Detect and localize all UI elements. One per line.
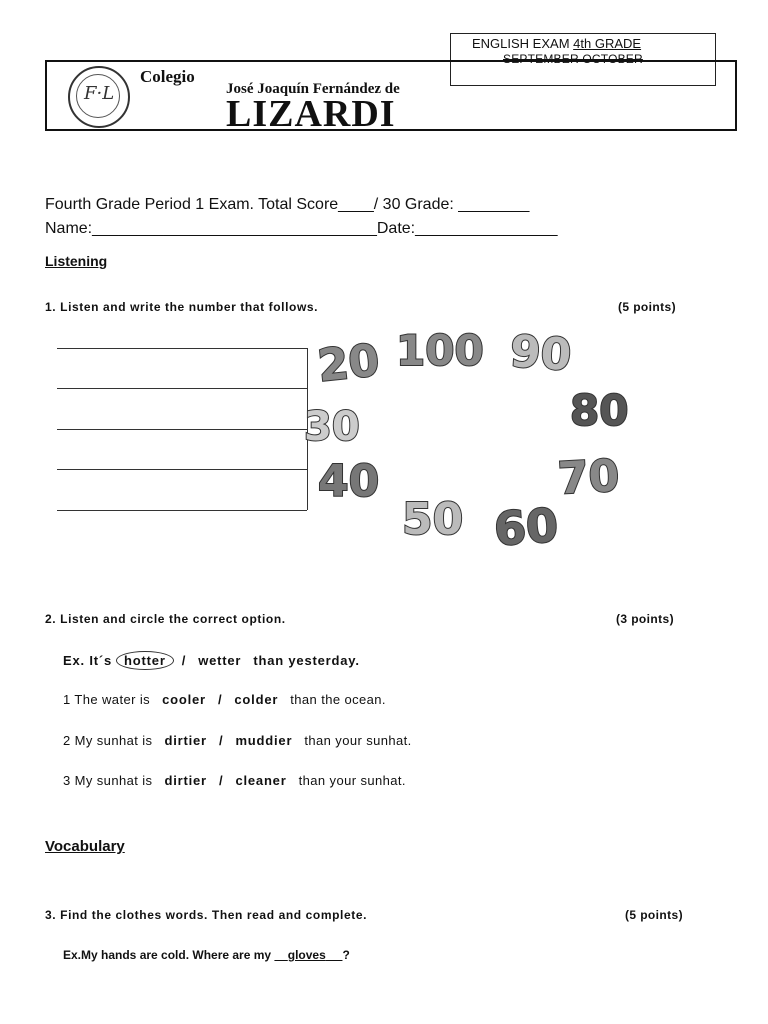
school-name-line3: LIZARDI (226, 93, 396, 135)
answer-line[interactable] (57, 348, 307, 349)
answer-line[interactable] (57, 429, 307, 430)
question-1-points: (5 points) (618, 300, 676, 314)
circled-answer: hotter (116, 651, 174, 670)
number-50: 50 (402, 494, 464, 545)
number-100: 100 (396, 326, 484, 375)
answer-line[interactable] (57, 469, 307, 470)
exam-grade: 4th GRADE (573, 36, 642, 51)
number-30: 30 (304, 404, 360, 450)
exam-period: SEPTEMBER OCTOBER (503, 52, 643, 66)
option[interactable]: muddier (235, 733, 293, 748)
exam-title-text: ENGLISH EXAM (472, 36, 570, 51)
number-60: 60 (492, 497, 560, 557)
question-3-text: 3. Find the clothes words. Then read and complete. (45, 908, 368, 922)
school-seal-monogram: F·L (84, 83, 115, 104)
option[interactable]: cleaner (235, 773, 287, 788)
question-2-item: 3 My sunhat is dirtier / cleaner than your sunhat. (63, 773, 406, 788)
answer-line[interactable] (57, 388, 307, 389)
option[interactable]: cooler (162, 692, 206, 707)
question-3-points: (5 points) (625, 908, 683, 922)
question-1-text: 1. Listen and write the number that follows. (45, 300, 319, 314)
question-2-text: 2. Listen and circle the correct option. (45, 612, 286, 626)
exam-score-line: Fourth Grade Period 1 Exam. Total Score____/ 30 Grade: ________ (45, 196, 530, 213)
number-90: 90 (508, 325, 573, 382)
question-2-item: 2 My sunhat is dirtier / muddier than your sunhat. (63, 733, 412, 748)
number-80: 80 (570, 386, 629, 435)
question-2-points: (3 points) (616, 612, 674, 626)
section-heading-vocabulary: Vocabulary (45, 838, 125, 855)
vocabulary-example: Ex.My hands are cold. Where are my gloves ? (63, 948, 350, 962)
option[interactable]: dirtier (164, 733, 207, 748)
example-sentence: Ex. It´s hotter / wetter than yesterday. (63, 653, 360, 668)
option[interactable]: colder (234, 692, 279, 707)
number-20: 20 (315, 334, 382, 393)
number-70: 70 (556, 450, 621, 505)
section-heading-listening: Listening (45, 253, 108, 269)
school-name-line1: Colegio (140, 67, 195, 86)
question-2-item: 1 The water is cooler / colder than the ocean. (63, 692, 386, 707)
name-date-line: Name:________________________________Date:________________ (45, 220, 558, 237)
number-40: 40 (318, 456, 380, 507)
example-answer: gloves (287, 948, 326, 962)
exam-title (472, 36, 641, 51)
option[interactable]: dirtier (164, 773, 207, 788)
answer-line[interactable] (57, 510, 307, 511)
school-name-line2: José Joaquín Fernández de (226, 81, 400, 97)
